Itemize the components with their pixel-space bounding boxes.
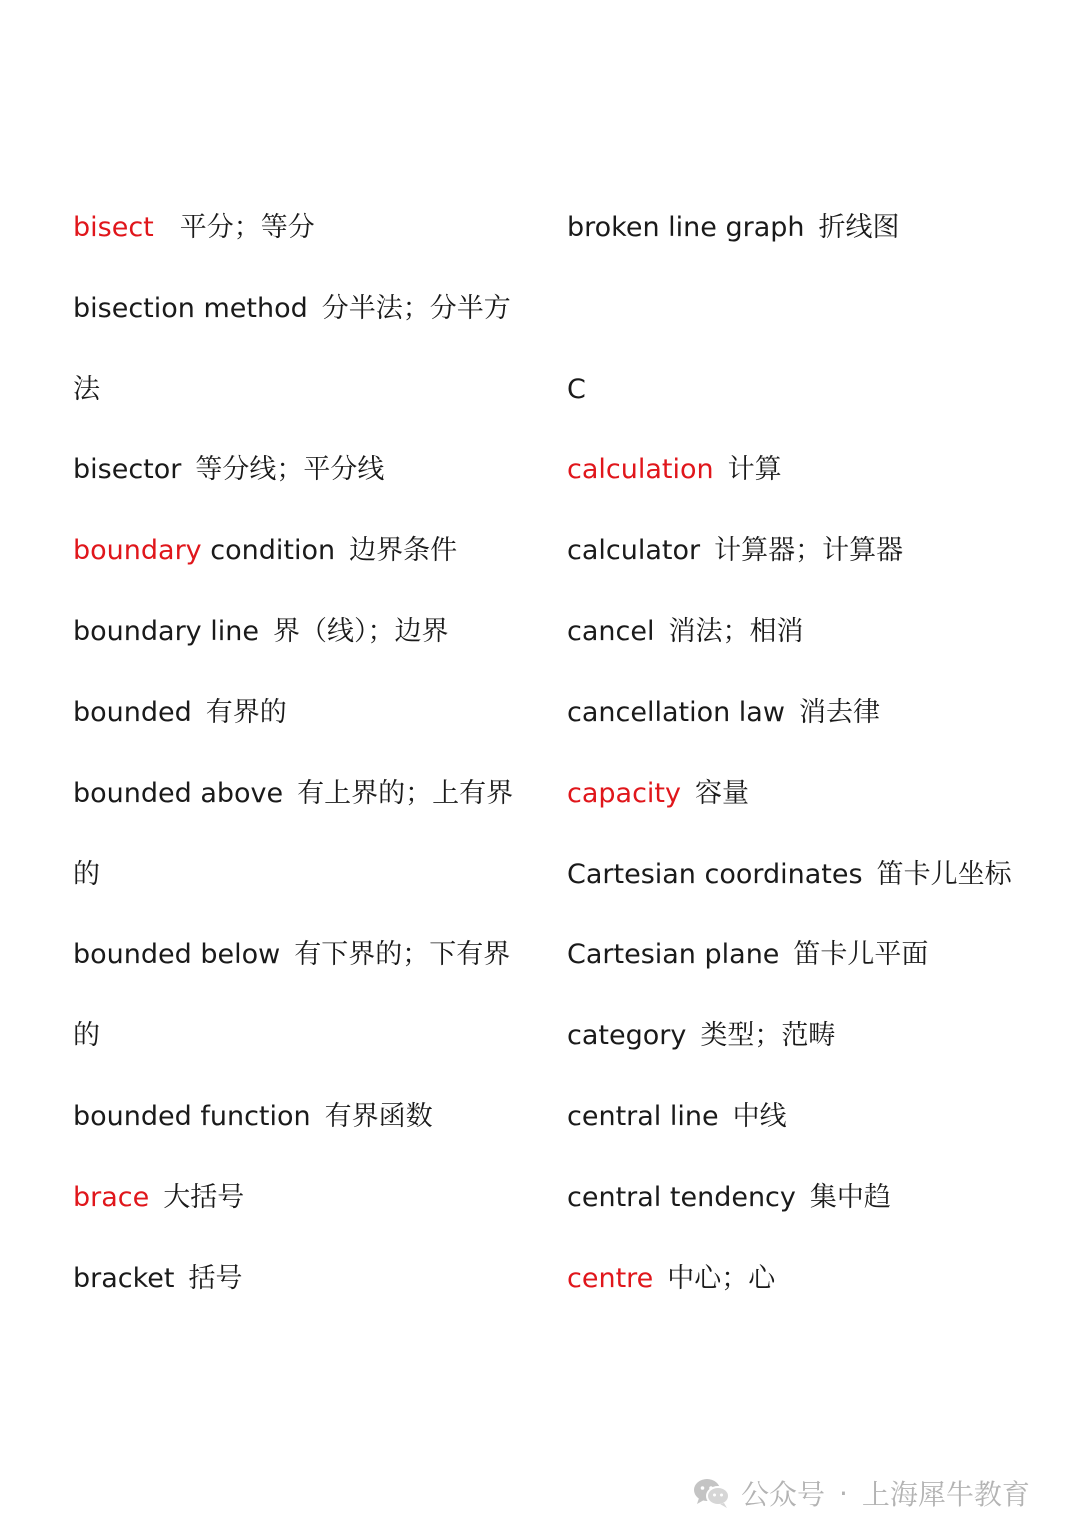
entry-bounded-function: [73, 1099, 433, 1135]
entry-calculation: [567, 452, 782, 488]
meaning: 消法；相消: [668, 616, 804, 647]
meaning: 有界函数: [324, 1101, 433, 1132]
entry-bisection-method: [73, 291, 511, 327]
entry-continuation: [73, 372, 100, 408]
meaning: 消去律: [798, 697, 880, 728]
meaning: 计算器；计算器: [714, 535, 904, 566]
term-highlight: capacity: [567, 778, 681, 809]
term: Cartesian plane: [567, 939, 780, 970]
entry-bisect: [73, 210, 315, 246]
watermark-account: 上海犀牛教育: [861, 1478, 1030, 1511]
entry-cancel: [567, 614, 803, 650]
term: calculator: [567, 535, 701, 566]
term-highlight: centre: [567, 1263, 654, 1294]
term: bracket: [73, 1263, 175, 1294]
meaning: 笛卡儿坐标: [876, 859, 1012, 890]
meaning: 有上界的；上有界: [297, 778, 514, 809]
entry-calculator: [567, 533, 903, 569]
term: central tendency: [567, 1182, 796, 1213]
entry-cancellation-law: [567, 695, 880, 731]
meaning: 容量: [695, 778, 749, 809]
term: central line: [567, 1101, 719, 1132]
entry-bounded: [73, 695, 287, 731]
meaning: 中心；心: [667, 1263, 776, 1294]
watermark-prefix: 公众号: [741, 1478, 826, 1511]
entry-continuation: [73, 1018, 100, 1054]
entry-cartesian-plane: [567, 937, 928, 973]
entry-capacity: [567, 776, 749, 812]
meaning-continuation: 法: [73, 374, 100, 405]
term: bounded: [73, 697, 192, 728]
meaning-continuation: 的: [73, 859, 100, 890]
section-letter: C: [567, 374, 586, 405]
entry-boundary-line: [73, 614, 448, 650]
term: boundary line: [73, 616, 259, 647]
entry-continuation: [73, 857, 100, 893]
wechat-icon: [693, 1477, 731, 1509]
meaning-continuation: 的: [73, 1020, 100, 1051]
meaning: 括号: [188, 1263, 243, 1294]
entry-central-tendency: [567, 1180, 891, 1216]
entry-boundary-condition: [73, 533, 457, 569]
term: Cartesian coordinates: [567, 859, 863, 890]
term: category: [567, 1020, 687, 1051]
meaning: 大括号: [163, 1182, 245, 1213]
entry-cartesian-coordinates: [567, 857, 1012, 893]
term: bisection method: [73, 293, 308, 324]
entry-centre: [567, 1261, 775, 1297]
term: bisector: [73, 454, 182, 485]
meaning: 平分；等分: [179, 212, 315, 243]
meaning: 集中趋: [809, 1182, 891, 1213]
term-highlight: bisect: [73, 212, 154, 243]
meaning: 类型；范畴: [700, 1020, 836, 1051]
entry-bisector: [73, 452, 384, 488]
meaning: 折线图: [818, 212, 900, 243]
term-highlight: boundary: [73, 535, 202, 566]
term: bounded above: [73, 778, 284, 809]
entry-bounded-below: [73, 937, 510, 973]
term: cancel: [567, 616, 655, 647]
term-highlight: brace: [73, 1182, 150, 1213]
term-highlight: calculation: [567, 454, 714, 485]
watermark: [693, 1473, 1030, 1513]
meaning: 界（线）；边界: [272, 616, 449, 647]
meaning: 有下界的；下有界: [294, 939, 511, 970]
term: broken line graph: [567, 212, 805, 243]
meaning: 笛卡儿平面: [793, 939, 929, 970]
meaning: 计算: [727, 454, 782, 485]
entry-central-line: [567, 1099, 787, 1135]
entry-category: [567, 1018, 835, 1054]
entry-bounded-above: [73, 776, 513, 812]
meaning: 分半法；分半方: [321, 293, 511, 324]
entry-bracket: [73, 1261, 243, 1297]
term: bounded function: [73, 1101, 311, 1132]
watermark-separator: ·: [839, 1476, 848, 1510]
term: condition: [201, 535, 336, 566]
meaning: 边界条件: [349, 535, 458, 566]
term: bounded below: [73, 939, 281, 970]
section-letter-c: [567, 372, 586, 408]
entry-brace: [73, 1180, 244, 1216]
meaning: 有界的: [205, 697, 287, 728]
meaning: 等分线；平分线: [195, 454, 385, 485]
term: cancellation law: [567, 697, 785, 728]
entry-broken-line-graph: [567, 210, 900, 246]
meaning: 中线: [732, 1101, 787, 1132]
